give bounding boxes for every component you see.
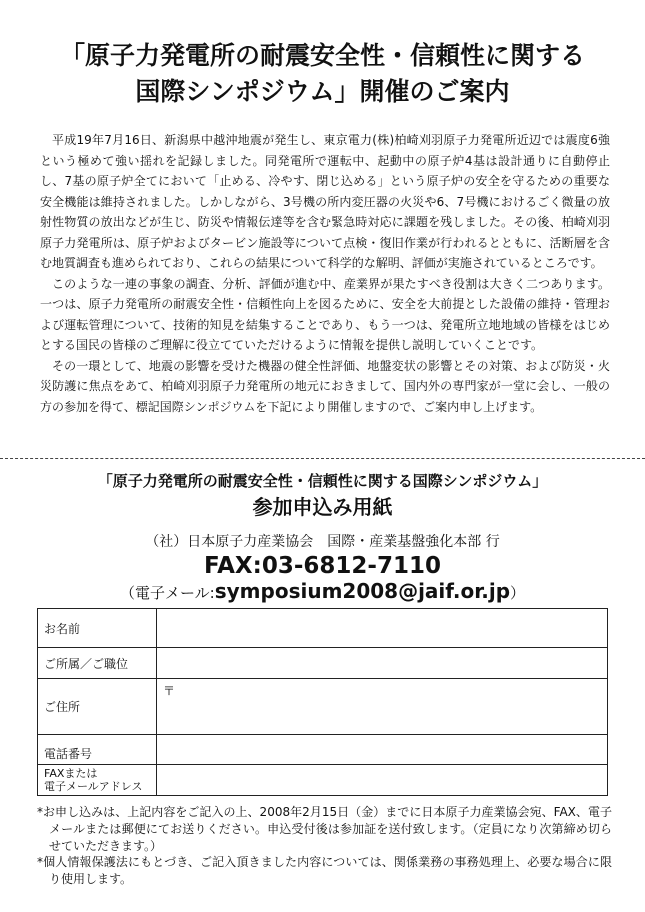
fax-email-label-line-1: FAXまたは: [44, 767, 98, 780]
recipient-organization: （社）日本原子力産業協会 国際・産業基盤強化本部 行: [145, 534, 500, 550]
intro-text: [40, 130, 610, 417]
form-notes: [37, 804, 612, 888]
email-prefix: （電子メール:: [119, 584, 215, 602]
paragraph-1: 平成19年7月16日、新潟県中越沖地震が発生し、東京電力(株)柏崎刈羽原子力発電所近辺では震度6強という極めて強い揺れを記録しました。同発電所で運転中、起動中の原子炉4基は設計通りに自動停止し、7基の原子炉全てにおいて「止める、冷やす、閉じ込める」という原子炉の安全を守るための重要な安全機能は維持されました。しかしながら、3号機の所内変圧器の火災や6、7号機におけるごく微量の放射性物質の放出などが生じ、防災や情報伝達等を含む緊急時対応に課題を残しました。その後、柏崎刈羽原子力発電所は、原子炉およびタービン施設等について点検・復旧作業が行われるとともに、活断層を含む地質調査も進められており、これらの結果について科学的な解明、評価が実施されているところです。: [40, 133, 610, 270]
form-title: 「原子力発電所の耐震安全性・信頼性に関する国際シンポジウム」: [97, 472, 548, 490]
table-row: [38, 648, 608, 679]
paragraph-3: その一環として、地震の影響を受けた機器の健全性評価、地盤変状の影響とその対策、および防災・火災防護に焦点をあて、柏崎刈羽原子力発電所の地元におきまして、国内外の専門家が一堂に会し、一般の方の参加を得て、標記国際シンポジウムを下記により開催しますので、ご案内申し上げます。: [40, 358, 610, 414]
phone-field[interactable]: [157, 735, 608, 765]
name-field[interactable]: [157, 609, 608, 648]
email-suffix: ）: [510, 584, 526, 602]
address-field[interactable]: [157, 679, 608, 735]
table-row: [38, 609, 608, 648]
email-address: symposium2008@jaif.or.jp: [214, 579, 511, 603]
form-subtitle: 参加申込み用紙: [252, 495, 393, 519]
fax-email-label-line-2: 電子メールアドレス: [44, 780, 143, 793]
title-line-1: 「原子力発電所の耐震安全性・信頼性に関する: [59, 41, 585, 70]
address-label: ご住所: [38, 679, 157, 735]
title-line-2: 国際シンポジウム」開催のご案内: [135, 77, 510, 106]
cut-line-divider: [0, 458, 645, 459]
fax-number: FAX:03-6812-7110: [204, 553, 441, 579]
note-1: *お申し込みは、上記内容をご記入の上、2008年2月15日（金）までに日本原子力産業協会宛、FAX、電子メールまたは郵便にてお送りください。申込受付後は参加証を送付致します。（定員になり次第締め切らせていただきます。）: [37, 805, 612, 853]
table-row: [38, 679, 608, 735]
email-line: [0, 578, 645, 606]
affiliation-label: ご所属／ご職位: [38, 648, 157, 679]
fax-email-label: [38, 765, 157, 796]
affiliation-field[interactable]: [157, 648, 608, 679]
paragraph-2: このような一連の事象の調査、分析、評価が進む中、産業界が果たすべき役割は大きく二つあります。一つは、原子力発電所の耐震安全性・信頼性向上を図るために、安全を大前提とした設備の維持・管理および運転管理について、技術的知見を結集することであり、もう一つは、発電所立地地域の皆様をはじめとする国民の皆様のご理解に役立てていただけるように情報を提供し説明していくことです。: [40, 276, 610, 352]
table-row: [38, 735, 608, 765]
table-row: [38, 765, 608, 796]
fax-email-field[interactable]: [157, 765, 608, 796]
phone-label: 電話番号: [38, 735, 157, 765]
postal-mark: 〒: [163, 684, 176, 698]
name-label: お名前: [38, 609, 157, 648]
note-2: *個人情報保護法にもとづき、ご記入頂きました内容については、関係業務の事務処理上、必要な場合に限り使用します。: [37, 855, 612, 887]
page-title: [0, 38, 645, 110]
registration-form-table: [37, 608, 608, 796]
